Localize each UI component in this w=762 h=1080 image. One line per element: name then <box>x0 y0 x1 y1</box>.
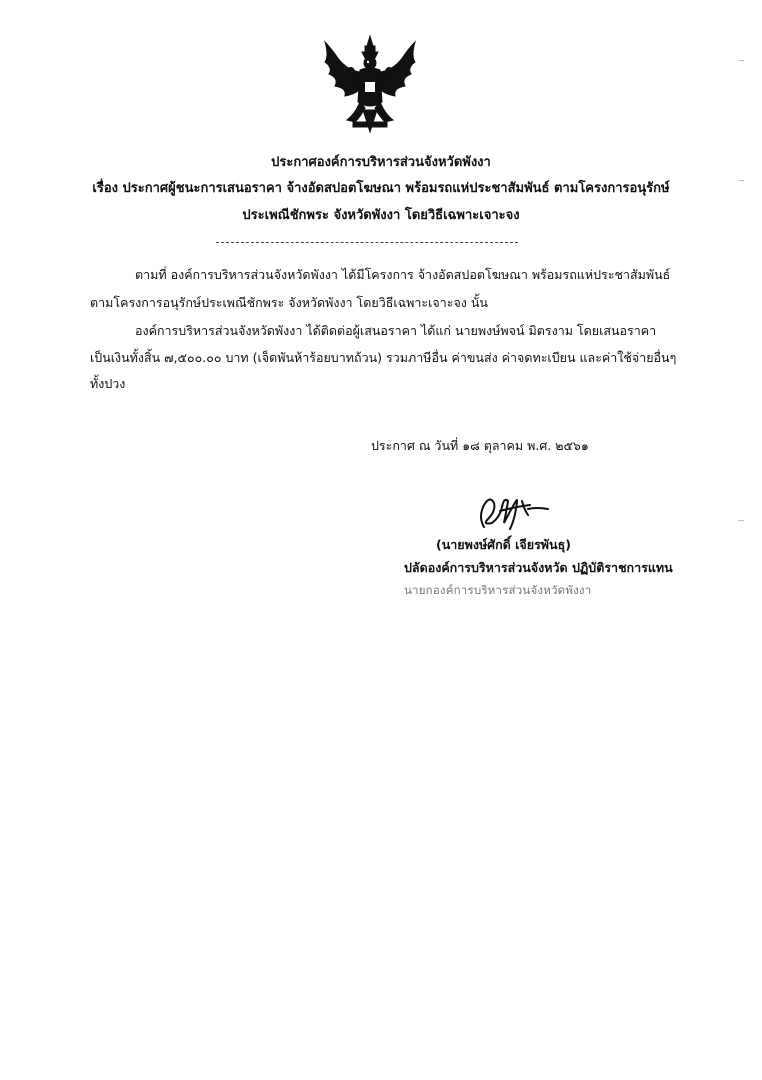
scan-margin-mark <box>738 60 744 61</box>
subject-line: เรื่อง ประกาศผู้ชนะการเสนอราคา จ้างอัดสปอตโฆษณา พร้อมรถแห่ประชาสัมพันธ์ ตามโครงการอนุรักษ์ <box>92 181 670 196</box>
handwritten-signature <box>470 487 555 537</box>
signatory-name: (นายพงษ์ศักดิ์ เจียรพันธุ) <box>436 537 571 552</box>
scan-margin-mark <box>738 520 744 521</box>
body-paragraph-2-line-2: เป็นเงินทั้งสิ้น ๗,๕๐๐.๐๐ บาท (เจ็ดพันห้าร้อยบาทถ้วน) รวมภาษีอื่น ค่าขนส่ง ค่าจดทะเบียน และค่าใช้จ่ายอื่นๆ <box>90 350 677 365</box>
body-paragraph-1-line-2: ตามโครงการอนุรักษ์ประเพณีชักพระ จังหวัดพังงา โดยวิธีเฉพาะเจาะจง นั้น <box>90 295 488 310</box>
body-paragraph-2-line-3: ทั้งปวง <box>90 376 126 391</box>
subject-line-continued: ประเพณีชักพระ จังหวัดพังงา โดยวิธีเฉพาะเจาะจง <box>242 208 520 223</box>
body-paragraph-1-line-1: ตามที่ องค์การบริหารส่วนจังหวัดพังงา ได้มีโครงการ จ้างอัดสปอตโฆษณา พร้อมรถแห่ประชาสัมพันธ์ <box>135 267 671 282</box>
garuda-emblem-icon <box>315 32 425 142</box>
body-paragraph-2-line-1: องค์การบริหารส่วนจังหวัดพังงา ได้ติดต่อผู้เสนอราคา ได้แก่ นายพงษ์พจน์ มิตรงาม โดยเสนอราคา <box>135 323 657 338</box>
scan-margin-mark <box>738 180 744 181</box>
announcement-date: ประกาศ ณ วันที่ ๑๘ ตุลาคม พ.ศ. ๒๕๖๑ <box>371 438 589 453</box>
signatory-position-2: นายกองค์การบริหารส่วนจังหวัดพังงา <box>404 583 592 597</box>
signatory-position: ปลัดองค์การบริหารส่วนจังหวัด ปฏิบัติราชการแทน <box>404 560 673 575</box>
announcement-title: ประกาศองค์การบริหารส่วนจังหวัดพังงา <box>271 155 491 170</box>
divider <box>216 242 518 243</box>
